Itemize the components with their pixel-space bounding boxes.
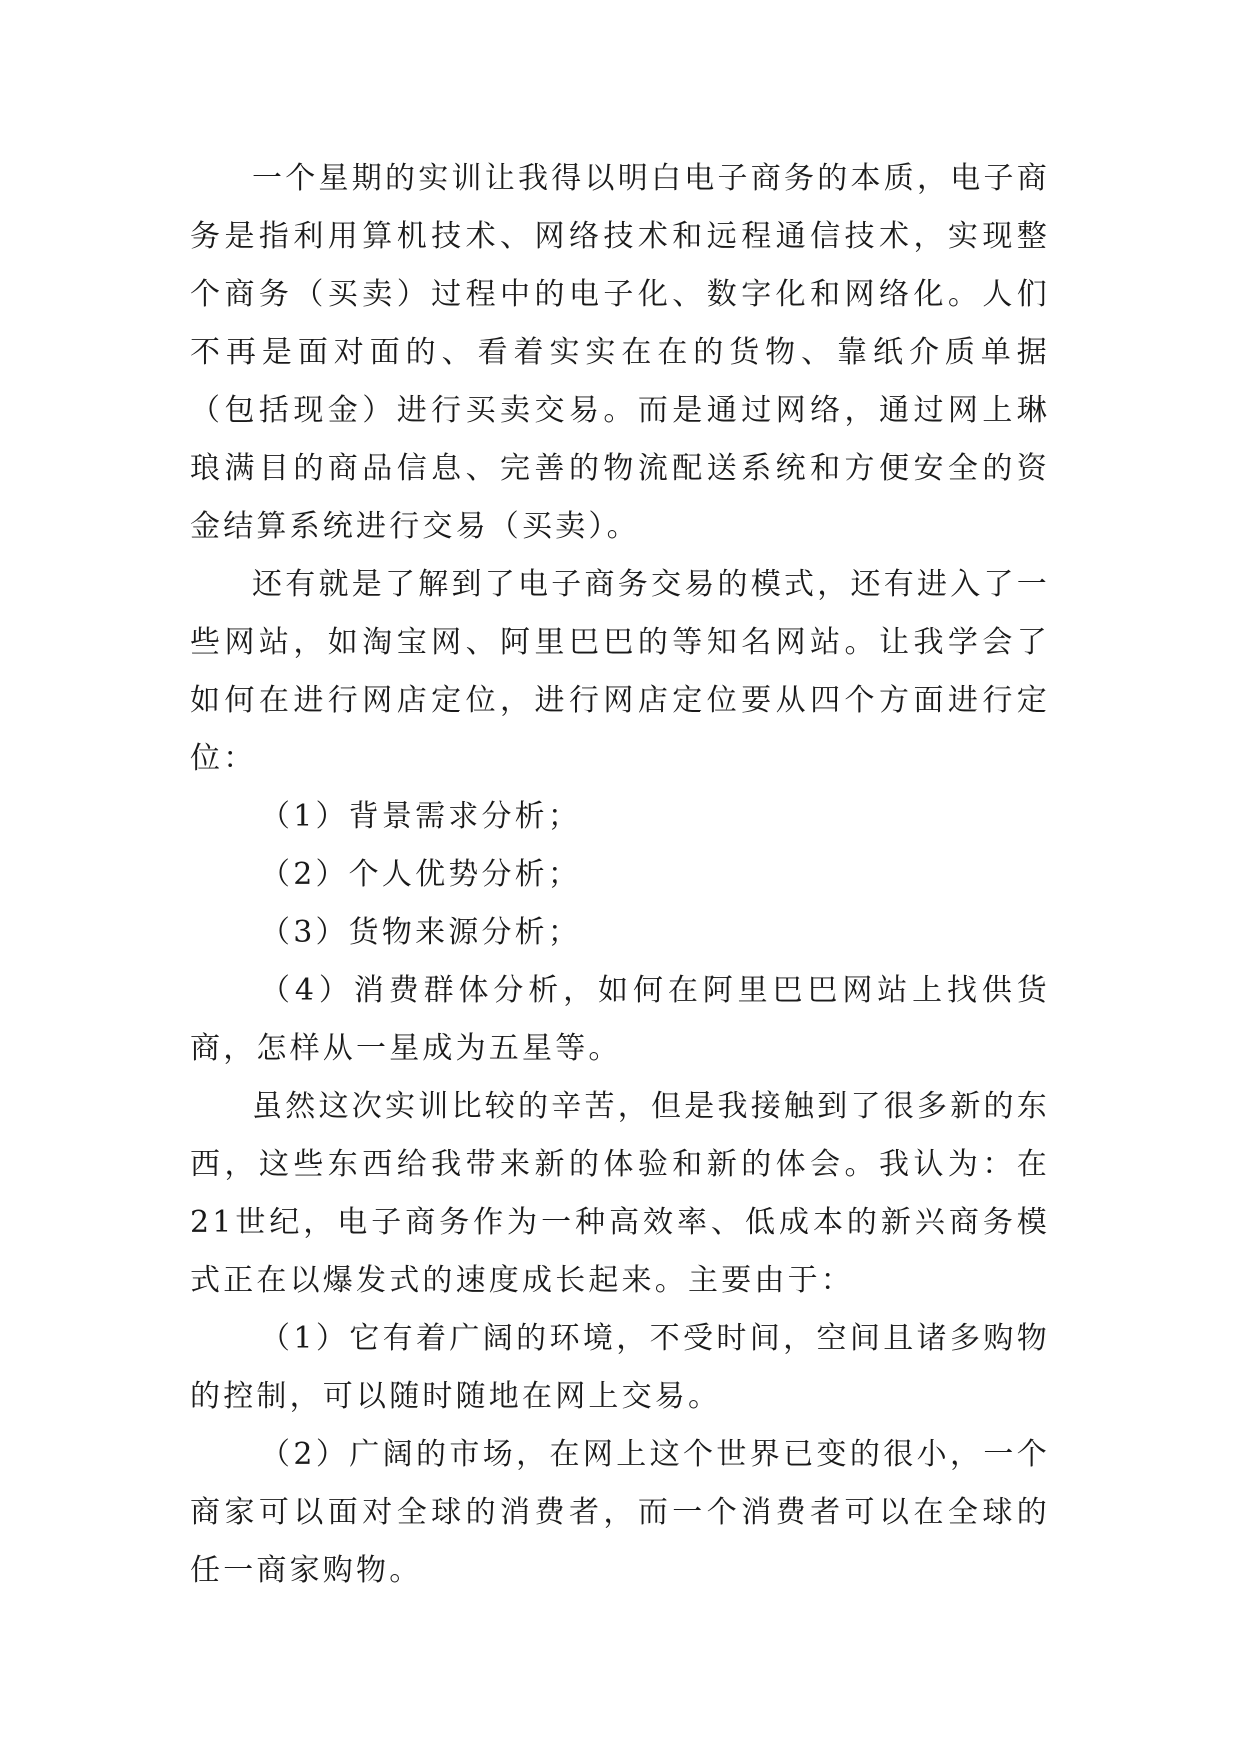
list-item-broad-market: （2）广阔的市场，在网上这个世界已变的很小，一个商家可以面对全球的消费者，而一个消费者可以在全球的任一商家购物。	[190, 1437, 1050, 1588]
document-body	[190, 150, 1050, 1600]
list-item-personal-advantage: （2）个人优势分析；	[260, 857, 582, 892]
list-item-background-analysis: （1）背景需求分析；	[260, 799, 582, 834]
list-item-consumer-group: （4）消费群体分析，如何在阿里巴巴网站上找供货商，怎样从一星成为五星等。	[190, 973, 1050, 1066]
paragraph-ecommerce-models: 还有就是了解到了电子商务交易的模式，还有进入了一些网站，如淘宝网、阿里巴巴的等知名网站。让我学会了如何在进行网店定位，进行网店定位要从四个方面进行定位：	[190, 567, 1050, 776]
list-item-broad-environment: （1）它有着广阔的环境，不受时间，空间且诸多购物的控制，可以随时随地在网上交易。	[190, 1321, 1050, 1414]
paragraph-training-reflection: 虽然这次实训比较的辛苦，但是我接触到了很多新的东西，这些东西给我带来新的体验和新的体会。我认为：在21世纪，电子商务作为一种高效率、低成本的新兴商务模式正在以爆发式的速度成长起来。主要由于：	[190, 1089, 1050, 1298]
paragraph-ecommerce-essence: 一个星期的实训让我得以明白电子商务的本质，电子商务是指利用算机技术、网络技术和远程通信技术，实现整个商务（买卖）过程中的电子化、数字化和网络化。人们不再是面对面的、看着实实在在的货物、靠纸介质单据（包括现金）进行买卖交易。而是通过网络，通过网上琳琅满目的商品信息、完善的物流配送系统和方便安全的资金结算系统进行交易（买卖）。	[190, 161, 1050, 544]
list-item-goods-source: （3）货物来源分析；	[260, 915, 582, 950]
